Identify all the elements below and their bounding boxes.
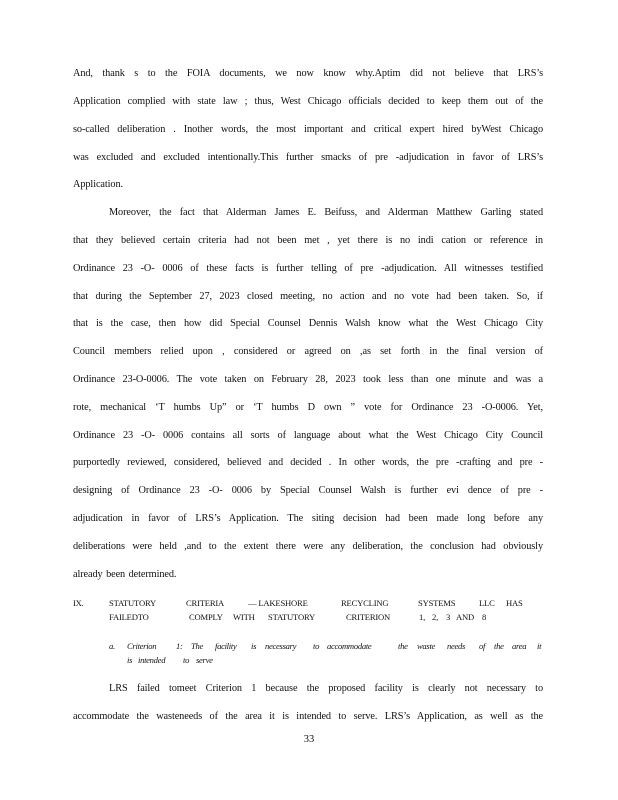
heading-word: WITH bbox=[233, 612, 255, 622]
heading-word: 3 bbox=[446, 612, 451, 622]
sub-heading-word: facility bbox=[215, 641, 237, 651]
paragraph-line: Ordinance 23-O-0006. The vote taken on February 28, 2023 took less than one minute and was a bbox=[73, 374, 543, 385]
heading-word: CRITERIA bbox=[186, 598, 225, 608]
paragraph-line: Application complied with state law ; thus, West Chicago officials decided to keep them out of the bbox=[73, 96, 543, 107]
heading-word: 2, bbox=[432, 612, 439, 622]
sub-heading-word: the bbox=[398, 641, 408, 651]
paragraph-line: LRS failed tomeet Criterion 1 because the proposed facility is clearly not necessary to bbox=[109, 683, 543, 694]
paragraph-line: accommodate the wasteneeds of the area it is intended to serve. LRS’s Application, as well as the bbox=[73, 711, 543, 722]
paragraph-line: that during the September 27, 2023 closed meeting, no action and no vote had been taken. So, if bbox=[73, 291, 543, 302]
paragraph-line: Council members relied upon , considered or agreed on ,as set forth in the final version of bbox=[73, 346, 543, 357]
heading-word: — LAKESHORE bbox=[248, 598, 308, 608]
paragraph-line: Moreover, the fact that Alderman James E. Beifuss, and Alderman Matthew Garling stated bbox=[109, 207, 543, 218]
heading-word: FAILEDTO bbox=[109, 612, 149, 622]
heading-word: SYSTEMS bbox=[418, 598, 456, 608]
paragraph-line: rote, mechanical ‘T humbs Up” or ‘T humbs D own ” vote for Ordinance 23 -O-0006. Yet, bbox=[73, 402, 543, 413]
heading-word: 8 bbox=[482, 612, 487, 622]
sub-heading-word: is bbox=[127, 655, 133, 665]
heading-word: CRITERION bbox=[346, 612, 391, 622]
paragraph-line: And, thank s to the FOIA documents, we now know why.Aptim did not believe that LRS’s bbox=[73, 68, 543, 79]
sub-heading-word: a. bbox=[109, 641, 115, 651]
paragraph-line: adjudication in favor of LRS’s Application. The siting decision had been made long before any bbox=[73, 513, 543, 524]
sub-heading-word: it bbox=[537, 641, 542, 651]
paragraph-line: deliberations were held ,and to the extent there were any deliberation, the conclusion had obviously bbox=[73, 541, 543, 552]
sub-heading-word: 1: bbox=[176, 641, 183, 651]
paragraph-line: that is the case, then how did Special Counsel Dennis Walsh know what the West Chicago City bbox=[73, 318, 543, 329]
heading-word: COMPLY bbox=[189, 612, 223, 622]
heading-word: AND bbox=[456, 612, 475, 622]
paragraph-line: purportedly reviewed, considered, believed and decided . In other words, the pre -crafting and pre - bbox=[73, 457, 543, 468]
paragraph-line: designing of Ordinance 23 -O- 0006 by Special Counsel Walsh is further evi dence of pre - bbox=[73, 485, 543, 496]
heading-word: STATUTORY bbox=[268, 612, 316, 622]
sub-heading-word: is bbox=[251, 641, 257, 651]
paragraph-line: was excluded and excluded intentionally.This further smacks of pre -adjudication in favor of LRS’s bbox=[73, 152, 543, 163]
heading-word: HAS bbox=[506, 598, 523, 608]
sub-heading-word: intended bbox=[138, 655, 166, 665]
sub-heading-word: to bbox=[183, 655, 190, 665]
sub-heading-word: of bbox=[479, 641, 486, 651]
paragraph-line: already been determined. bbox=[73, 569, 177, 580]
section-number: IX. bbox=[73, 598, 84, 608]
sub-heading-word: to bbox=[313, 641, 320, 651]
sub-heading-word: accommodate bbox=[327, 641, 372, 651]
paragraph-line: Application. bbox=[73, 179, 123, 190]
sub-heading-word: serve bbox=[196, 655, 213, 665]
heading-word: STATUTORY bbox=[109, 598, 157, 608]
sub-heading-word: waste bbox=[417, 641, 436, 651]
sub-heading-word: the bbox=[494, 641, 504, 651]
sub-heading-word: Criterion bbox=[127, 641, 157, 651]
sub-heading-word: The bbox=[191, 641, 203, 651]
paragraph-line: Ordinance 23 -O- 0006 contains all sorts of language about what the West Chicago City Council bbox=[73, 430, 543, 441]
paragraph-line: that they believed certain criteria had not been met , yet there is no indi cation or reference in bbox=[73, 235, 543, 246]
heading-word: RECYCLING bbox=[341, 598, 389, 608]
sub-heading-word: area bbox=[512, 641, 527, 651]
heading-word: 1, bbox=[419, 612, 426, 622]
sub-heading-word: necessary bbox=[265, 641, 297, 651]
page-number: 33 bbox=[303, 734, 315, 745]
paragraph-line: Ordinance 23 -O- 0006 of these facts is further telling of pre -adjudication. All witnesses testified bbox=[73, 263, 543, 274]
heading-word: LLC bbox=[479, 598, 495, 608]
sub-heading-word: needs bbox=[447, 641, 466, 651]
paragraph-line: so-called deliberation . Inother words, the most important and critical expert hired byWest Chicago bbox=[73, 124, 543, 135]
